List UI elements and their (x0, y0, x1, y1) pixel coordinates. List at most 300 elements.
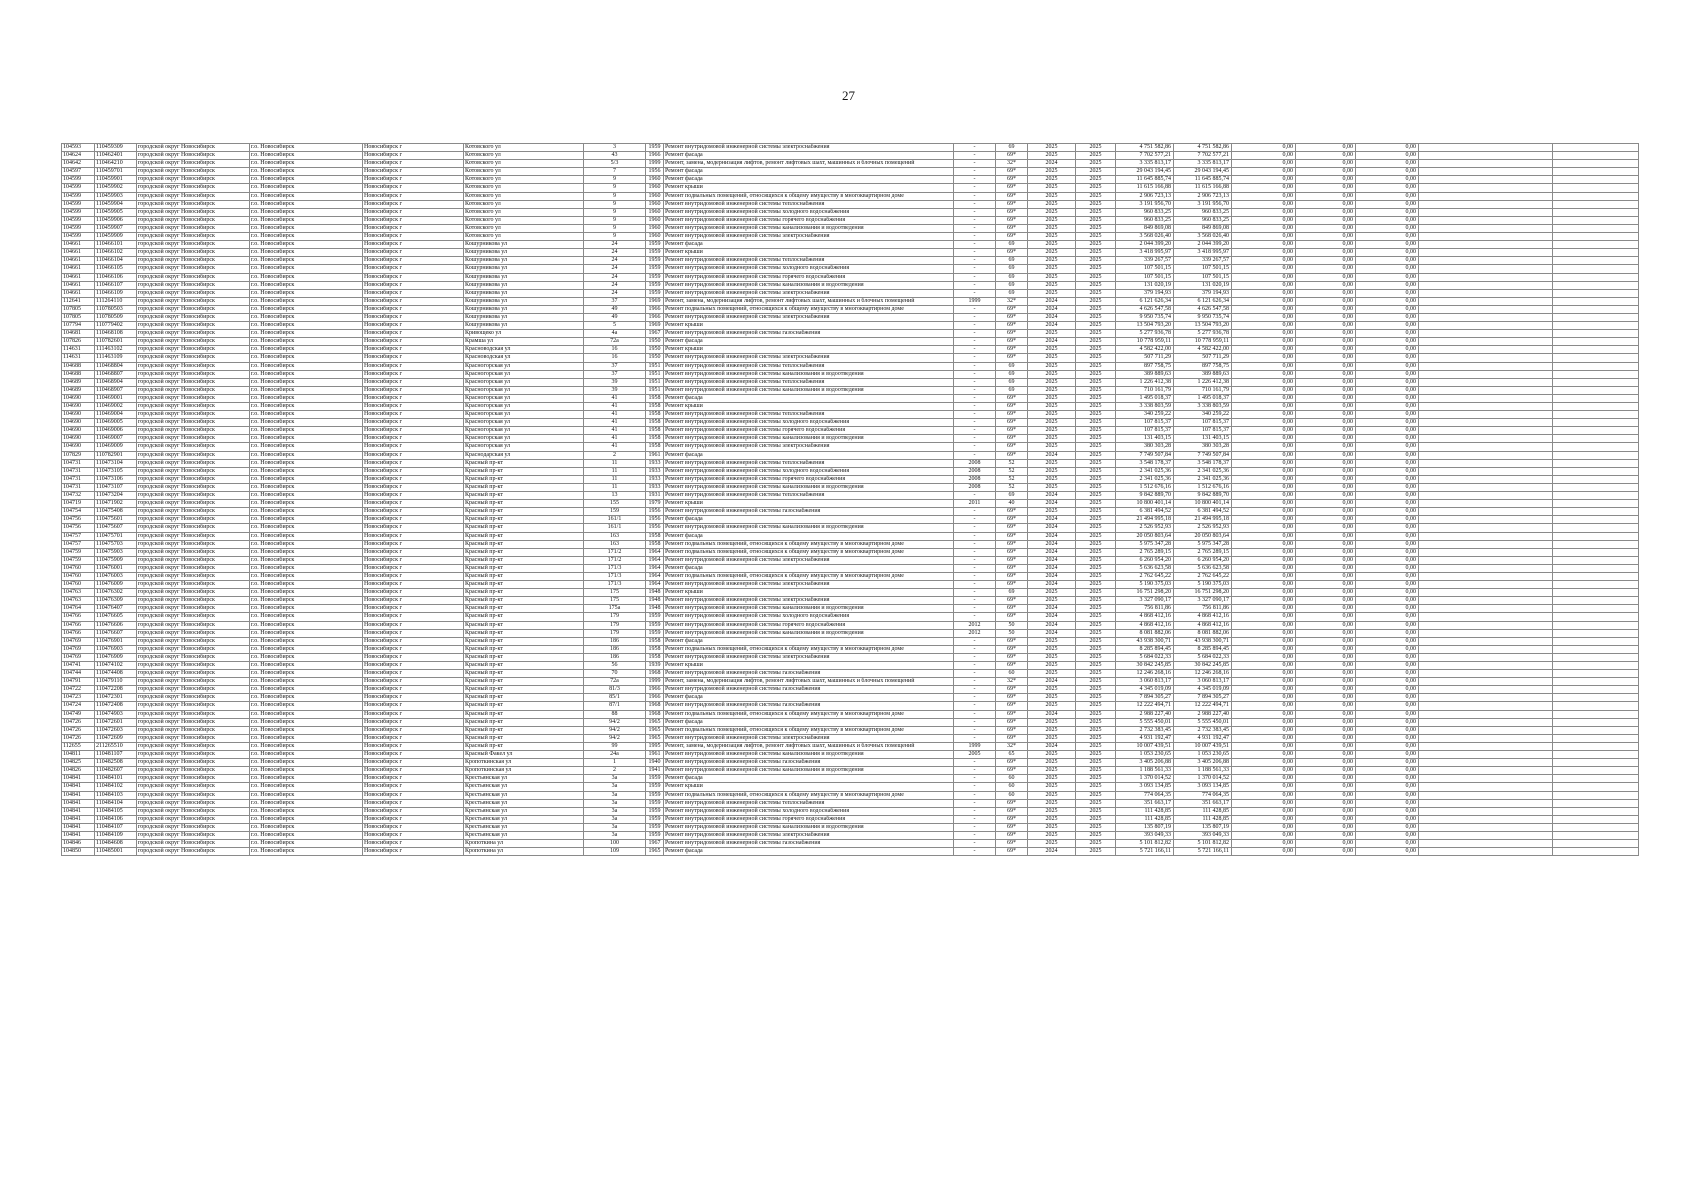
table-row (62, 297, 1639, 305)
cell-build-year: 1958 (646, 645, 664, 653)
cell-plan-end-year: 2025 (1076, 807, 1116, 815)
cell-federal-funds: 0,00 (1232, 305, 1296, 313)
cell-local-funds: 0,00 (1356, 702, 1419, 710)
cell-last-repair-year: - (954, 265, 996, 273)
cell-build-year: 1959 (646, 144, 664, 152)
cell-federal-funds: 0,00 (1232, 629, 1296, 637)
cell-plan-start-year: 2025 (1028, 346, 1076, 354)
cell-federal-funds: 0,00 (1232, 411, 1296, 419)
cell-plan-end-year: 2025 (1076, 233, 1116, 241)
cell-plan-end-year: 2025 (1076, 589, 1116, 597)
cell-wear-percent: 69 (996, 378, 1028, 386)
cell-street: Красный пр-кт (464, 645, 584, 653)
cell-wear-percent: 32* (996, 160, 1028, 168)
cell-work-id: 110459909 (95, 233, 137, 241)
cell-settlement: Новосибирск г (363, 249, 464, 257)
cell-last-repair-year: - (954, 597, 996, 605)
cell-fund-cost: 131 020,19 (1174, 281, 1232, 289)
cell-settlement: Новосибирск г (363, 257, 464, 265)
cell-last-repair-year: - (954, 807, 996, 815)
cell-local-funds: 0,00 (1356, 192, 1419, 200)
cell-work-type: Ремонт фасада (664, 152, 954, 160)
cell-extra (1553, 783, 1639, 791)
cell-regional-funds: 0,00 (1296, 783, 1356, 791)
cell-municipal-district: городской округ Новосибирск (137, 540, 250, 548)
cell-total-cost: 4 345 019,09 (1116, 686, 1174, 694)
cell-extra (1553, 241, 1639, 249)
cell-house-number: 179 (584, 629, 646, 637)
cell-municipality: г.о. Новосибирск (250, 605, 363, 613)
cell-note (1419, 492, 1553, 500)
cell-wear-percent: 60 (996, 791, 1028, 799)
cell-work-id: 110459701 (95, 168, 137, 176)
cell-house-number: 171/3 (584, 572, 646, 580)
cell-last-repair-year: - (954, 216, 996, 224)
cell-work-type: Ремонт крыши (664, 403, 954, 411)
cell-extra (1553, 297, 1639, 305)
table-row (62, 411, 1639, 419)
cell-plan-start-year: 2025 (1028, 403, 1076, 411)
cell-fund-cost: 10 778 959,11 (1174, 338, 1232, 346)
cell-plan-end-year: 2025 (1076, 160, 1116, 168)
cell-plan-end-year: 2025 (1076, 152, 1116, 160)
cell-street: Кошурникова ул (464, 241, 584, 249)
cell-note (1419, 144, 1553, 152)
cell-wear-percent: 69* (996, 176, 1028, 184)
cell-municipal-district: городской округ Новосибирск (137, 718, 250, 726)
cell-fund-cost: 960 833,25 (1174, 208, 1232, 216)
cell-note (1419, 653, 1553, 661)
cell-work-id: 110459907 (95, 224, 137, 232)
cell-work-id: 110459905 (95, 208, 137, 216)
cell-fund-cost: 3 060 813,17 (1174, 678, 1232, 686)
cell-settlement: Новосибирск г (363, 581, 464, 589)
cell-note (1419, 670, 1553, 678)
cell-note (1419, 281, 1553, 289)
cell-note (1419, 581, 1553, 589)
cell-work-id: 110464210 (95, 160, 137, 168)
cell-municipal-district: городской округ Новосибирск (137, 265, 250, 273)
cell-regional-funds: 0,00 (1296, 411, 1356, 419)
cell-house-number: 159 (584, 508, 646, 516)
cell-federal-funds: 0,00 (1232, 807, 1296, 815)
cell-extra (1553, 378, 1639, 386)
cell-work-type: Ремонт подвальных помещений, относящихся к общему имуществу в многоквартирном доме (664, 645, 954, 653)
cell-fund-cost: 379 194,93 (1174, 289, 1232, 297)
cell-street: Красный пр-кт (464, 508, 584, 516)
cell-build-year: 1948 (646, 605, 664, 613)
cell-municipality: г.о. Новосибирск (250, 394, 363, 402)
cell-work-id: 110475701 (95, 532, 137, 540)
cell-municipality: г.о. Новосибирск (250, 799, 363, 807)
cell-settlement: Новосибирск г (363, 775, 464, 783)
cell-last-repair-year: - (954, 759, 996, 767)
cell-plan-end-year: 2025 (1076, 289, 1116, 297)
cell-build-year: 1995 (646, 742, 664, 750)
cell-wear-percent: 69 (996, 362, 1028, 370)
cell-local-funds: 0,00 (1356, 394, 1419, 402)
cell-house-id: 104681 (62, 330, 95, 338)
cell-total-cost: 9 842 889,70 (1116, 492, 1174, 500)
cell-house-number: 9 (584, 224, 646, 232)
cell-house-number: 3а (584, 807, 646, 815)
cell-work-id: 110468108 (95, 330, 137, 338)
cell-plan-start-year: 2024 (1028, 613, 1076, 621)
cell-total-cost: 3 548 178,37 (1116, 459, 1174, 467)
cell-fund-cost: 43 938 300,71 (1174, 637, 1232, 645)
cell-federal-funds: 0,00 (1232, 354, 1296, 362)
cell-fund-cost: 1 053 230,65 (1174, 751, 1232, 759)
cell-federal-funds: 0,00 (1232, 386, 1296, 394)
cell-house-id: 104811 (62, 751, 95, 759)
table-row (62, 751, 1639, 759)
cell-work-type: Ремонт подвальных помещений, относящихся к общему имуществу в многоквартирном доме (664, 726, 954, 734)
cell-last-repair-year: - (954, 605, 996, 613)
cell-municipal-district: городской округ Новосибирск (137, 168, 250, 176)
cell-municipality: г.о. Новосибирск (250, 257, 363, 265)
cell-extra (1553, 662, 1639, 670)
cell-note (1419, 233, 1553, 241)
cell-wear-percent: 69* (996, 200, 1028, 208)
cell-extra (1553, 621, 1639, 629)
cell-plan-start-year: 2025 (1028, 467, 1076, 475)
cell-total-cost: 897 758,75 (1116, 362, 1174, 370)
table-row (62, 305, 1639, 313)
cell-work-id: 110462401 (95, 152, 137, 160)
cell-work-type: Ремонт крыши (664, 500, 954, 508)
cell-plan-end-year: 2025 (1076, 718, 1116, 726)
cell-fund-cost: 3 093 134,85 (1174, 783, 1232, 791)
cell-settlement: Новосибирск г (363, 411, 464, 419)
cell-plan-start-year: 2025 (1028, 241, 1076, 249)
cell-work-type: Ремонт внутридомовой инженерной системы холодного водоснабжения (664, 467, 954, 475)
cell-municipal-district: городской округ Новосибирск (137, 386, 250, 394)
cell-street: Красный пр-кт (464, 710, 584, 718)
cell-house-number: 16 (584, 346, 646, 354)
cell-fund-cost: 11 645 885,74 (1174, 176, 1232, 184)
cell-wear-percent: 69 (996, 492, 1028, 500)
cell-house-number: 11 (584, 475, 646, 483)
table-row (62, 459, 1639, 467)
cell-build-year: 1958 (646, 394, 664, 402)
cell-fund-cost: 3 191 956,70 (1174, 200, 1232, 208)
cell-settlement: Новосибирск г (363, 840, 464, 848)
cell-local-funds: 0,00 (1356, 419, 1419, 427)
cell-federal-funds: 0,00 (1232, 613, 1296, 621)
cell-note (1419, 289, 1553, 297)
cell-house-number: 9 (584, 208, 646, 216)
cell-last-repair-year: - (954, 338, 996, 346)
cell-total-cost: 11 615 166,88 (1116, 184, 1174, 192)
cell-plan-end-year: 2025 (1076, 751, 1116, 759)
cell-regional-funds: 0,00 (1296, 831, 1356, 839)
cell-wear-percent: 69 (996, 289, 1028, 297)
cell-local-funds: 0,00 (1356, 581, 1419, 589)
cell-house-number: 9 (584, 192, 646, 200)
cell-regional-funds: 0,00 (1296, 767, 1356, 775)
cell-note (1419, 799, 1553, 807)
cell-house-number: 56 (584, 662, 646, 670)
cell-plan-end-year: 2025 (1076, 492, 1116, 500)
cell-work-type: Ремонт внутридомовой инженерной системы канализования и водоотведения (664, 281, 954, 289)
cell-fund-cost: 2 906 723,13 (1174, 192, 1232, 200)
cell-fund-cost: 1 188 561,33 (1174, 767, 1232, 775)
cell-note (1419, 443, 1553, 451)
cell-municipality: г.о. Новосибирск (250, 313, 363, 321)
cell-regional-funds: 0,00 (1296, 710, 1356, 718)
cell-house-number: 175а (584, 605, 646, 613)
cell-municipal-district: городской округ Новосибирск (137, 783, 250, 791)
cell-municipal-district: городской округ Новосибирск (137, 216, 250, 224)
table-row (62, 702, 1639, 710)
cell-plan-end-year: 2025 (1076, 629, 1116, 637)
cell-note (1419, 160, 1553, 168)
cell-work-type: Ремонт внутридомовой инженерной системы электроснабжения (664, 831, 954, 839)
cell-build-year: 1967 (646, 330, 664, 338)
cell-regional-funds: 0,00 (1296, 338, 1356, 346)
cell-plan-start-year: 2025 (1028, 419, 1076, 427)
cell-last-repair-year: - (954, 775, 996, 783)
cell-plan-start-year: 2025 (1028, 208, 1076, 216)
table-row (62, 152, 1639, 160)
cell-house-id: 104850 (62, 848, 95, 856)
cell-regional-funds: 0,00 (1296, 467, 1356, 475)
cell-build-year: 1933 (646, 483, 664, 491)
cell-house-id: 104661 (62, 265, 95, 273)
cell-note (1419, 362, 1553, 370)
cell-local-funds: 0,00 (1356, 265, 1419, 273)
cell-house-id: 104689 (62, 378, 95, 386)
cell-municipality: г.о. Новосибирск (250, 564, 363, 572)
cell-municipality: г.о. Новосибирск (250, 572, 363, 580)
cell-plan-start-year: 2025 (1028, 815, 1076, 823)
cell-house-number: 4а (584, 330, 646, 338)
cell-house-id: 104760 (62, 564, 95, 572)
cell-house-id: 104731 (62, 475, 95, 483)
cell-work-id: 110469004 (95, 411, 137, 419)
cell-work-id: 211265510 (95, 742, 137, 750)
cell-federal-funds: 0,00 (1232, 734, 1296, 742)
cell-work-type: Ремонт, замена, модернизация лифтов, ремонт лифтовых шахт, машинных и блочных помещений (664, 297, 954, 305)
cell-wear-percent: 69* (996, 637, 1028, 645)
cell-fund-cost: 1 495 018,37 (1174, 394, 1232, 402)
cell-house-number: 13 (584, 492, 646, 500)
cell-last-repair-year: - (954, 435, 996, 443)
cell-local-funds: 0,00 (1356, 678, 1419, 686)
cell-work-type: Ремонт внутридомовой инженерной системы теплоснабжения (664, 799, 954, 807)
cell-fund-cost: 5 190 375,03 (1174, 581, 1232, 589)
cell-note (1419, 548, 1553, 556)
cell-local-funds: 0,00 (1356, 734, 1419, 742)
cell-wear-percent: 52 (996, 467, 1028, 475)
cell-municipality: г.о. Новосибирск (250, 467, 363, 475)
cell-last-repair-year: - (954, 702, 996, 710)
cell-municipality: г.о. Новосибирск (250, 273, 363, 281)
cell-work-type: Ремонт внутридомовой инженерной системы теплоснабжения (664, 459, 954, 467)
cell-regional-funds: 0,00 (1296, 168, 1356, 176)
table-row (62, 799, 1639, 807)
table-row (62, 338, 1639, 346)
cell-federal-funds: 0,00 (1232, 459, 1296, 467)
cell-federal-funds: 0,00 (1232, 516, 1296, 524)
cell-municipality: г.о. Новосибирск (250, 645, 363, 653)
cell-house-id: 104732 (62, 492, 95, 500)
cell-work-id: 110484104 (95, 799, 137, 807)
cell-last-repair-year: - (954, 726, 996, 734)
cell-settlement: Новосибирск г (363, 726, 464, 734)
cell-municipality: г.о. Новосибирск (250, 662, 363, 670)
cell-municipality: г.о. Новосибирск (250, 249, 363, 257)
cell-work-id: 111264110 (95, 297, 137, 305)
cell-municipal-district: городской округ Новосибирск (137, 629, 250, 637)
cell-municipality: г.о. Новосибирск (250, 775, 363, 783)
cell-plan-start-year: 2025 (1028, 653, 1076, 661)
cell-note (1419, 200, 1553, 208)
cell-settlement: Новосибирск г (363, 330, 464, 338)
cell-house-number: 3а (584, 791, 646, 799)
cell-municipality: г.о. Новосибирск (250, 192, 363, 200)
cell-extra (1553, 775, 1639, 783)
cell-extra (1553, 767, 1639, 775)
cell-settlement: Новосибирск г (363, 637, 464, 645)
cell-total-cost: 131 403,15 (1116, 435, 1174, 443)
cell-municipality: г.о. Новосибирск (250, 208, 363, 216)
cell-house-id: 104599 (62, 184, 95, 192)
cell-total-cost: 5 277 936,78 (1116, 330, 1174, 338)
cell-total-cost: 5 636 623,58 (1116, 564, 1174, 572)
cell-work-id: 110468907 (95, 386, 137, 394)
cell-total-cost: 507 711,29 (1116, 354, 1174, 362)
cell-federal-funds: 0,00 (1232, 435, 1296, 443)
cell-note (1419, 467, 1553, 475)
cell-municipality: г.о. Новосибирск (250, 532, 363, 540)
cell-last-repair-year: - (954, 427, 996, 435)
cell-street: Красный пр-кт (464, 702, 584, 710)
cell-last-repair-year: - (954, 370, 996, 378)
cell-settlement: Новосибирск г (363, 443, 464, 451)
cell-last-repair-year: - (954, 613, 996, 621)
cell-fund-cost: 107 501,15 (1174, 273, 1232, 281)
cell-plan-start-year: 2024 (1028, 524, 1076, 532)
cell-local-funds: 0,00 (1356, 831, 1419, 839)
cell-regional-funds: 0,00 (1296, 451, 1356, 459)
cell-work-type: Ремонт внутридомовой инженерной системы электроснабжения (664, 313, 954, 321)
cell-total-cost: 107 501,15 (1116, 273, 1174, 281)
cell-wear-percent: 52 (996, 475, 1028, 483)
cell-settlement: Новосибирск г (363, 378, 464, 386)
cell-plan-end-year: 2025 (1076, 411, 1116, 419)
cell-wear-percent: 69 (996, 370, 1028, 378)
cell-municipal-district: городской округ Новосибирск (137, 645, 250, 653)
cell-extra (1553, 791, 1639, 799)
cell-federal-funds: 0,00 (1232, 759, 1296, 767)
cell-local-funds: 0,00 (1356, 475, 1419, 483)
cell-work-type: Ремонт внутридомовой инженерной системы канализования и водоотведения (664, 524, 954, 532)
cell-settlement: Новосибирск г (363, 500, 464, 508)
cell-settlement: Новосибирск г (363, 362, 464, 370)
cell-federal-funds: 0,00 (1232, 257, 1296, 265)
cell-house-number: 41 (584, 403, 646, 411)
cell-federal-funds: 0,00 (1232, 144, 1296, 152)
cell-extra (1553, 678, 1639, 686)
cell-extra (1553, 362, 1639, 370)
cell-plan-start-year: 2024 (1028, 313, 1076, 321)
cell-wear-percent: 69* (996, 564, 1028, 572)
cell-plan-end-year: 2025 (1076, 338, 1116, 346)
cell-work-id: 110466107 (95, 281, 137, 289)
cell-house-id: 104741 (62, 662, 95, 670)
cell-last-repair-year: - (954, 791, 996, 799)
cell-local-funds: 0,00 (1356, 629, 1419, 637)
cell-wear-percent: 32* (996, 678, 1028, 686)
cell-house-id: 104841 (62, 783, 95, 791)
cell-work-type: Ремонт фасада (664, 394, 954, 402)
cell-wear-percent: 69* (996, 823, 1028, 831)
cell-house-id: 107805 (62, 305, 95, 313)
cell-note (1419, 702, 1553, 710)
cell-fund-cost: 756 811,86 (1174, 605, 1232, 613)
cell-extra (1553, 394, 1639, 402)
cell-note (1419, 483, 1553, 491)
cell-work-id: 110475408 (95, 508, 137, 516)
cell-settlement: Новосибирск г (363, 751, 464, 759)
cell-regional-funds: 0,00 (1296, 249, 1356, 257)
table-row (62, 823, 1639, 831)
cell-house-id: 104599 (62, 192, 95, 200)
cell-house-number: 171/2 (584, 548, 646, 556)
table-row (62, 572, 1639, 580)
cell-last-repair-year: - (954, 823, 996, 831)
cell-municipal-district: городской округ Новосибирск (137, 427, 250, 435)
cell-work-type: Ремонт, замена, модернизация лифтов, ремонт лифтовых шахт, машинных и блочных помещений (664, 742, 954, 750)
cell-local-funds: 0,00 (1356, 492, 1419, 500)
cell-wear-percent: 69 (996, 265, 1028, 273)
cell-house-id: 104766 (62, 621, 95, 629)
cell-settlement: Новосибирск г (363, 694, 464, 702)
cell-local-funds: 0,00 (1356, 322, 1419, 330)
cell-municipality: г.о. Новосибирск (250, 686, 363, 694)
cell-plan-end-year: 2025 (1076, 759, 1116, 767)
cell-wear-percent: 69* (996, 734, 1028, 742)
cell-municipal-district: городской округ Новосибирск (137, 605, 250, 613)
cell-work-type: Ремонт внутридомовой инженерной системы электроснабжения (664, 289, 954, 297)
cell-wear-percent: 52 (996, 459, 1028, 467)
cell-wear-percent: 60 (996, 775, 1028, 783)
cell-plan-start-year: 2024 (1028, 516, 1076, 524)
cell-regional-funds: 0,00 (1296, 621, 1356, 629)
cell-extra (1553, 257, 1639, 265)
cell-work-type: Ремонт внутридомовой инженерной системы теплоснабжения (664, 492, 954, 500)
cell-municipal-district: городской округ Новосибирск (137, 152, 250, 160)
cell-plan-start-year: 2024 (1028, 742, 1076, 750)
cell-municipality: г.о. Новосибирск (250, 759, 363, 767)
cell-total-cost: 30 842 245,85 (1116, 662, 1174, 670)
cell-total-cost: 107 815,37 (1116, 419, 1174, 427)
cell-plan-start-year: 2025 (1028, 394, 1076, 402)
cell-house-number: 3а (584, 831, 646, 839)
cell-wear-percent: 69* (996, 516, 1028, 524)
cell-wear-percent: 69 (996, 589, 1028, 597)
cell-municipal-district: городской округ Новосибирск (137, 734, 250, 742)
cell-note (1419, 508, 1553, 516)
table-row (62, 516, 1639, 524)
cell-house-id: 104769 (62, 637, 95, 645)
cell-wear-percent: 69* (996, 799, 1028, 807)
table-row (62, 767, 1639, 775)
cell-settlement: Новосибирск г (363, 524, 464, 532)
cell-build-year: 1959 (646, 249, 664, 257)
cell-plan-end-year: 2025 (1076, 678, 1116, 686)
